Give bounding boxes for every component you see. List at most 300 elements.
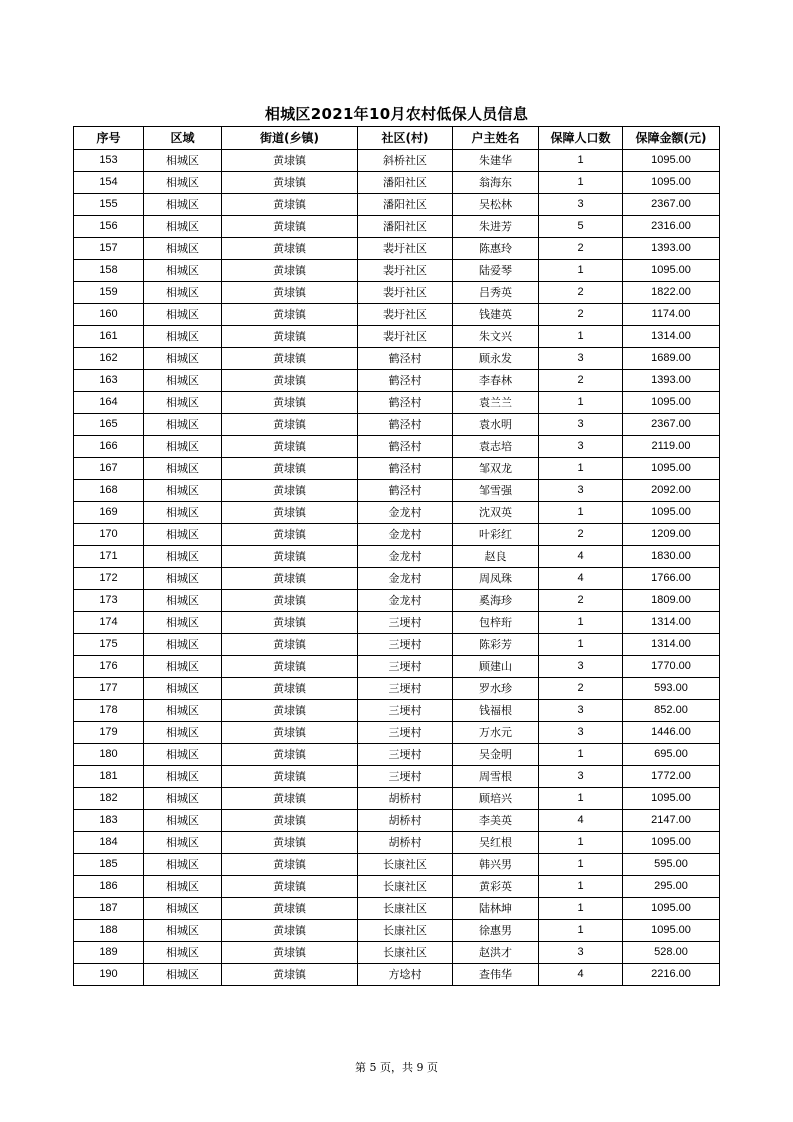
table-row xyxy=(74,194,720,216)
table-row xyxy=(74,216,720,238)
cell-district: 相城区 xyxy=(144,810,222,832)
cell-amount: 1830.00 xyxy=(623,546,720,568)
cell-district: 相城区 xyxy=(144,942,222,964)
cell-householder: 吕秀英 xyxy=(453,282,539,304)
cell-district: 相城区 xyxy=(144,392,222,414)
table-row xyxy=(74,150,720,172)
table-row xyxy=(74,832,720,854)
table-row xyxy=(74,436,720,458)
cell-persons: 3 xyxy=(539,766,623,788)
cell-persons: 2 xyxy=(539,304,623,326)
cell-town: 黄埭镇 xyxy=(222,150,358,172)
column-header-householder: 户主姓名 xyxy=(453,127,539,150)
cell-town: 黄埭镇 xyxy=(222,568,358,590)
cell-persons: 3 xyxy=(539,436,623,458)
cell-amount: 1314.00 xyxy=(623,326,720,348)
cell-town: 黄埭镇 xyxy=(222,480,358,502)
cell-town: 黄埭镇 xyxy=(222,766,358,788)
cell-householder: 陆爱琴 xyxy=(453,260,539,282)
cell-index: 167 xyxy=(74,458,144,480)
cell-persons: 1 xyxy=(539,788,623,810)
cell-persons: 1 xyxy=(539,150,623,172)
cell-persons: 3 xyxy=(539,942,623,964)
cell-community: 三埂村 xyxy=(358,612,453,634)
cell-community: 潘阳社区 xyxy=(358,216,453,238)
cell-householder: 顾培兴 xyxy=(453,788,539,810)
cell-community: 斜桥社区 xyxy=(358,150,453,172)
column-header-district: 区域 xyxy=(144,127,222,150)
cell-index: 172 xyxy=(74,568,144,590)
cell-town: 黄埭镇 xyxy=(222,810,358,832)
cell-district: 相城区 xyxy=(144,458,222,480)
cell-persons: 1 xyxy=(539,876,623,898)
cell-community: 金龙村 xyxy=(358,524,453,546)
cell-amount: 528.00 xyxy=(623,942,720,964)
cell-householder: 韩兴男 xyxy=(453,854,539,876)
table-row xyxy=(74,810,720,832)
cell-community: 长康社区 xyxy=(358,920,453,942)
cell-persons: 4 xyxy=(539,568,623,590)
table-row xyxy=(74,766,720,788)
cell-persons: 1 xyxy=(539,920,623,942)
cell-amount: 593.00 xyxy=(623,678,720,700)
cell-amount: 2147.00 xyxy=(623,810,720,832)
cell-amount: 1314.00 xyxy=(623,612,720,634)
cell-community: 裴圩社区 xyxy=(358,304,453,326)
cell-persons: 2 xyxy=(539,524,623,546)
cell-householder: 赵洪才 xyxy=(453,942,539,964)
cell-town: 黄埭镇 xyxy=(222,656,358,678)
table-row xyxy=(74,876,720,898)
cell-householder: 周凤珠 xyxy=(453,568,539,590)
cell-community: 三埂村 xyxy=(358,700,453,722)
cell-town: 黄埭镇 xyxy=(222,348,358,370)
cell-index: 168 xyxy=(74,480,144,502)
cell-community: 鹤泾村 xyxy=(358,370,453,392)
cell-town: 黄埭镇 xyxy=(222,788,358,810)
cell-town: 黄埭镇 xyxy=(222,282,358,304)
cell-town: 黄埭镇 xyxy=(222,502,358,524)
cell-index: 162 xyxy=(74,348,144,370)
cell-persons: 3 xyxy=(539,700,623,722)
cell-town: 黄埭镇 xyxy=(222,304,358,326)
cell-community: 裴圩社区 xyxy=(358,260,453,282)
page-footer: 第 5 页，共 9 页 xyxy=(355,1061,438,1074)
cell-community: 鹤泾村 xyxy=(358,458,453,480)
cell-district: 相城区 xyxy=(144,788,222,810)
cell-householder: 陈彩芳 xyxy=(453,634,539,656)
cell-district: 相城区 xyxy=(144,898,222,920)
cell-amount: 1095.00 xyxy=(623,502,720,524)
table-row xyxy=(74,414,720,436)
table-row xyxy=(74,920,720,942)
cell-householder: 周雪根 xyxy=(453,766,539,788)
cell-householder: 陈惠玲 xyxy=(453,238,539,260)
cell-householder: 朱文兴 xyxy=(453,326,539,348)
cell-community: 三埂村 xyxy=(358,722,453,744)
cell-persons: 3 xyxy=(539,194,623,216)
header-row xyxy=(74,127,720,150)
cell-index: 156 xyxy=(74,216,144,238)
cell-householder: 邹雪强 xyxy=(453,480,539,502)
cell-persons: 1 xyxy=(539,326,623,348)
cell-community: 裴圩社区 xyxy=(358,238,453,260)
cell-index: 170 xyxy=(74,524,144,546)
cell-district: 相城区 xyxy=(144,568,222,590)
table-row xyxy=(74,942,720,964)
cell-community: 胡桥村 xyxy=(358,832,453,854)
cell-householder: 陆林坤 xyxy=(453,898,539,920)
cell-town: 黄埭镇 xyxy=(222,524,358,546)
cell-town: 黄埭镇 xyxy=(222,678,358,700)
cell-amount: 1809.00 xyxy=(623,590,720,612)
cell-amount: 1095.00 xyxy=(623,920,720,942)
cell-district: 相城区 xyxy=(144,612,222,634)
cell-index: 174 xyxy=(74,612,144,634)
cell-district: 相城区 xyxy=(144,524,222,546)
cell-community: 三埂村 xyxy=(358,766,453,788)
cell-district: 相城区 xyxy=(144,480,222,502)
cell-amount: 1822.00 xyxy=(623,282,720,304)
cell-district: 相城区 xyxy=(144,238,222,260)
cell-amount: 2367.00 xyxy=(623,414,720,436)
cell-index: 164 xyxy=(74,392,144,414)
cell-persons: 2 xyxy=(539,678,623,700)
cell-amount: 1393.00 xyxy=(623,238,720,260)
cell-index: 169 xyxy=(74,502,144,524)
cell-town: 黄埭镇 xyxy=(222,260,358,282)
cell-index: 184 xyxy=(74,832,144,854)
cell-amount: 2367.00 xyxy=(623,194,720,216)
cell-persons: 2 xyxy=(539,590,623,612)
cell-town: 黄埭镇 xyxy=(222,546,358,568)
cell-community: 胡桥村 xyxy=(358,810,453,832)
cell-persons: 1 xyxy=(539,502,623,524)
document-title: 相城区2021年10月农村低保人员信息 xyxy=(264,105,529,123)
table-row xyxy=(74,678,720,700)
cell-index: 154 xyxy=(74,172,144,194)
cell-persons: 2 xyxy=(539,282,623,304)
cell-district: 相城区 xyxy=(144,172,222,194)
cell-community: 胡桥村 xyxy=(358,788,453,810)
cell-town: 黄埭镇 xyxy=(222,326,358,348)
cell-town: 黄埭镇 xyxy=(222,238,358,260)
cell-persons: 1 xyxy=(539,832,623,854)
cell-amount: 1095.00 xyxy=(623,172,720,194)
cell-householder: 朱进芳 xyxy=(453,216,539,238)
table-row xyxy=(74,744,720,766)
cell-town: 黄埭镇 xyxy=(222,634,358,656)
cell-community: 三埂村 xyxy=(358,634,453,656)
cell-amount: 1095.00 xyxy=(623,150,720,172)
cell-index: 159 xyxy=(74,282,144,304)
cell-town: 黄埭镇 xyxy=(222,590,358,612)
subsidy-table xyxy=(73,126,720,986)
table-row xyxy=(74,348,720,370)
cell-persons: 1 xyxy=(539,744,623,766)
cell-community: 长康社区 xyxy=(358,898,453,920)
cell-index: 178 xyxy=(74,700,144,722)
cell-amount: 1446.00 xyxy=(623,722,720,744)
column-header-persons: 保障人口数 xyxy=(539,127,623,150)
cell-persons: 1 xyxy=(539,634,623,656)
cell-index: 173 xyxy=(74,590,144,612)
cell-householder: 钱建英 xyxy=(453,304,539,326)
cell-community: 金龙村 xyxy=(358,502,453,524)
cell-householder: 顾永发 xyxy=(453,348,539,370)
cell-town: 黄埭镇 xyxy=(222,920,358,942)
cell-district: 相城区 xyxy=(144,502,222,524)
cell-town: 黄埭镇 xyxy=(222,370,358,392)
cell-amount: 1095.00 xyxy=(623,788,720,810)
cell-community: 三埂村 xyxy=(358,744,453,766)
cell-town: 黄埭镇 xyxy=(222,414,358,436)
cell-district: 相城区 xyxy=(144,854,222,876)
cell-community: 金龙村 xyxy=(358,546,453,568)
table-row xyxy=(74,282,720,304)
cell-district: 相城区 xyxy=(144,348,222,370)
table-row xyxy=(74,854,720,876)
cell-town: 黄埭镇 xyxy=(222,392,358,414)
cell-town: 黄埭镇 xyxy=(222,216,358,238)
table-row xyxy=(74,612,720,634)
cell-index: 163 xyxy=(74,370,144,392)
cell-community: 潘阳社区 xyxy=(358,194,453,216)
table-row xyxy=(74,304,720,326)
cell-community: 三埂村 xyxy=(358,678,453,700)
table-body xyxy=(74,150,720,986)
cell-community: 潘阳社区 xyxy=(358,172,453,194)
table-row xyxy=(74,898,720,920)
cell-index: 155 xyxy=(74,194,144,216)
cell-persons: 1 xyxy=(539,260,623,282)
table-row xyxy=(74,260,720,282)
cell-district: 相城区 xyxy=(144,876,222,898)
cell-householder: 奚海珍 xyxy=(453,590,539,612)
cell-householder: 顾建山 xyxy=(453,656,539,678)
cell-householder: 钱福根 xyxy=(453,700,539,722)
cell-town: 黄埭镇 xyxy=(222,876,358,898)
cell-index: 175 xyxy=(74,634,144,656)
cell-community: 鹤泾村 xyxy=(358,348,453,370)
table-row xyxy=(74,568,720,590)
cell-community: 裴圩社区 xyxy=(358,282,453,304)
cell-community: 鹤泾村 xyxy=(358,436,453,458)
cell-district: 相城区 xyxy=(144,678,222,700)
cell-householder: 黄彩英 xyxy=(453,876,539,898)
cell-town: 黄埭镇 xyxy=(222,194,358,216)
table-row xyxy=(74,392,720,414)
cell-persons: 4 xyxy=(539,964,623,986)
cell-community: 裴圩社区 xyxy=(358,326,453,348)
cell-householder: 袁兰兰 xyxy=(453,392,539,414)
cell-district: 相城区 xyxy=(144,656,222,678)
table-row xyxy=(74,700,720,722)
cell-district: 相城区 xyxy=(144,920,222,942)
cell-amount: 2216.00 xyxy=(623,964,720,986)
cell-householder: 李春林 xyxy=(453,370,539,392)
cell-persons: 4 xyxy=(539,810,623,832)
cell-community: 鹤泾村 xyxy=(358,392,453,414)
cell-index: 190 xyxy=(74,964,144,986)
cell-town: 黄埭镇 xyxy=(222,612,358,634)
cell-householder: 包梓珩 xyxy=(453,612,539,634)
cell-householder: 袁志培 xyxy=(453,436,539,458)
cell-district: 相城区 xyxy=(144,282,222,304)
cell-amount: 1770.00 xyxy=(623,656,720,678)
cell-index: 188 xyxy=(74,920,144,942)
cell-householder: 李美英 xyxy=(453,810,539,832)
cell-district: 相城区 xyxy=(144,150,222,172)
cell-town: 黄埭镇 xyxy=(222,832,358,854)
cell-index: 183 xyxy=(74,810,144,832)
column-header-community: 社区(村) xyxy=(358,127,453,150)
cell-householder: 邹双龙 xyxy=(453,458,539,480)
cell-amount: 1095.00 xyxy=(623,832,720,854)
cell-town: 黄埭镇 xyxy=(222,458,358,480)
cell-persons: 3 xyxy=(539,348,623,370)
cell-amount: 1314.00 xyxy=(623,634,720,656)
cell-district: 相城区 xyxy=(144,260,222,282)
cell-householder: 叶彩红 xyxy=(453,524,539,546)
cell-persons: 1 xyxy=(539,172,623,194)
cell-index: 189 xyxy=(74,942,144,964)
cell-district: 相城区 xyxy=(144,546,222,568)
table-row xyxy=(74,172,720,194)
cell-persons: 1 xyxy=(539,898,623,920)
cell-amount: 1095.00 xyxy=(623,392,720,414)
cell-persons: 1 xyxy=(539,392,623,414)
table-row xyxy=(74,788,720,810)
cell-persons: 5 xyxy=(539,216,623,238)
cell-community: 金龙村 xyxy=(358,590,453,612)
cell-district: 相城区 xyxy=(144,832,222,854)
cell-persons: 2 xyxy=(539,370,623,392)
cell-householder: 罗水珍 xyxy=(453,678,539,700)
cell-householder: 沈双英 xyxy=(453,502,539,524)
cell-district: 相城区 xyxy=(144,370,222,392)
cell-index: 171 xyxy=(74,546,144,568)
cell-persons: 4 xyxy=(539,546,623,568)
cell-householder: 吴金明 xyxy=(453,744,539,766)
cell-index: 185 xyxy=(74,854,144,876)
cell-persons: 2 xyxy=(539,238,623,260)
table-row xyxy=(74,326,720,348)
cell-persons: 1 xyxy=(539,612,623,634)
cell-town: 黄埭镇 xyxy=(222,700,358,722)
cell-community: 鹤泾村 xyxy=(358,414,453,436)
cell-index: 165 xyxy=(74,414,144,436)
cell-amount: 1772.00 xyxy=(623,766,720,788)
cell-town: 黄埭镇 xyxy=(222,172,358,194)
table-row xyxy=(74,590,720,612)
cell-amount: 1209.00 xyxy=(623,524,720,546)
table-row xyxy=(74,502,720,524)
cell-amount: 1766.00 xyxy=(623,568,720,590)
table-row xyxy=(74,722,720,744)
cell-amount: 1174.00 xyxy=(623,304,720,326)
cell-amount: 1095.00 xyxy=(623,260,720,282)
cell-district: 相城区 xyxy=(144,722,222,744)
cell-district: 相城区 xyxy=(144,414,222,436)
cell-amount: 852.00 xyxy=(623,700,720,722)
cell-index: 177 xyxy=(74,678,144,700)
cell-persons: 1 xyxy=(539,458,623,480)
cell-amount: 1095.00 xyxy=(623,898,720,920)
cell-amount: 2092.00 xyxy=(623,480,720,502)
cell-index: 161 xyxy=(74,326,144,348)
column-header-index: 序号 xyxy=(74,127,144,150)
cell-community: 鹤泾村 xyxy=(358,480,453,502)
table-row xyxy=(74,524,720,546)
cell-index: 157 xyxy=(74,238,144,260)
cell-amount: 1393.00 xyxy=(623,370,720,392)
cell-district: 相城区 xyxy=(144,964,222,986)
cell-persons: 3 xyxy=(539,722,623,744)
cell-index: 182 xyxy=(74,788,144,810)
cell-district: 相城区 xyxy=(144,766,222,788)
cell-householder: 朱建华 xyxy=(453,150,539,172)
cell-householder: 翁海东 xyxy=(453,172,539,194)
cell-persons: 1 xyxy=(539,854,623,876)
cell-community: 长康社区 xyxy=(358,942,453,964)
cell-district: 相城区 xyxy=(144,700,222,722)
cell-community: 三埂村 xyxy=(358,656,453,678)
cell-district: 相城区 xyxy=(144,194,222,216)
cell-community: 长康社区 xyxy=(358,854,453,876)
cell-index: 186 xyxy=(74,876,144,898)
cell-town: 黄埭镇 xyxy=(222,898,358,920)
cell-index: 160 xyxy=(74,304,144,326)
column-header-town: 街道(乡镇) xyxy=(222,127,358,150)
table-row xyxy=(74,370,720,392)
cell-persons: 3 xyxy=(539,414,623,436)
cell-district: 相城区 xyxy=(144,744,222,766)
cell-amount: 1689.00 xyxy=(623,348,720,370)
table-row xyxy=(74,634,720,656)
cell-index: 158 xyxy=(74,260,144,282)
cell-index: 153 xyxy=(74,150,144,172)
cell-town: 黄埭镇 xyxy=(222,744,358,766)
cell-householder: 查伟华 xyxy=(453,964,539,986)
cell-district: 相城区 xyxy=(144,326,222,348)
cell-householder: 徐惠男 xyxy=(453,920,539,942)
cell-index: 166 xyxy=(74,436,144,458)
cell-householder: 赵良 xyxy=(453,546,539,568)
cell-householder: 袁水明 xyxy=(453,414,539,436)
cell-persons: 3 xyxy=(539,656,623,678)
cell-index: 181 xyxy=(74,766,144,788)
cell-amount: 295.00 xyxy=(623,876,720,898)
cell-district: 相城区 xyxy=(144,216,222,238)
cell-community: 金龙村 xyxy=(358,568,453,590)
cell-amount: 2119.00 xyxy=(623,436,720,458)
cell-town: 黄埭镇 xyxy=(222,942,358,964)
column-header-amount: 保障金额(元) xyxy=(623,127,720,150)
table-row xyxy=(74,238,720,260)
cell-index: 187 xyxy=(74,898,144,920)
cell-district: 相城区 xyxy=(144,304,222,326)
cell-district: 相城区 xyxy=(144,634,222,656)
cell-householder: 万水元 xyxy=(453,722,539,744)
cell-persons: 3 xyxy=(539,480,623,502)
cell-town: 黄埭镇 xyxy=(222,436,358,458)
table-row xyxy=(74,546,720,568)
table-row xyxy=(74,480,720,502)
cell-amount: 2316.00 xyxy=(623,216,720,238)
cell-amount: 1095.00 xyxy=(623,458,720,480)
cell-index: 180 xyxy=(74,744,144,766)
